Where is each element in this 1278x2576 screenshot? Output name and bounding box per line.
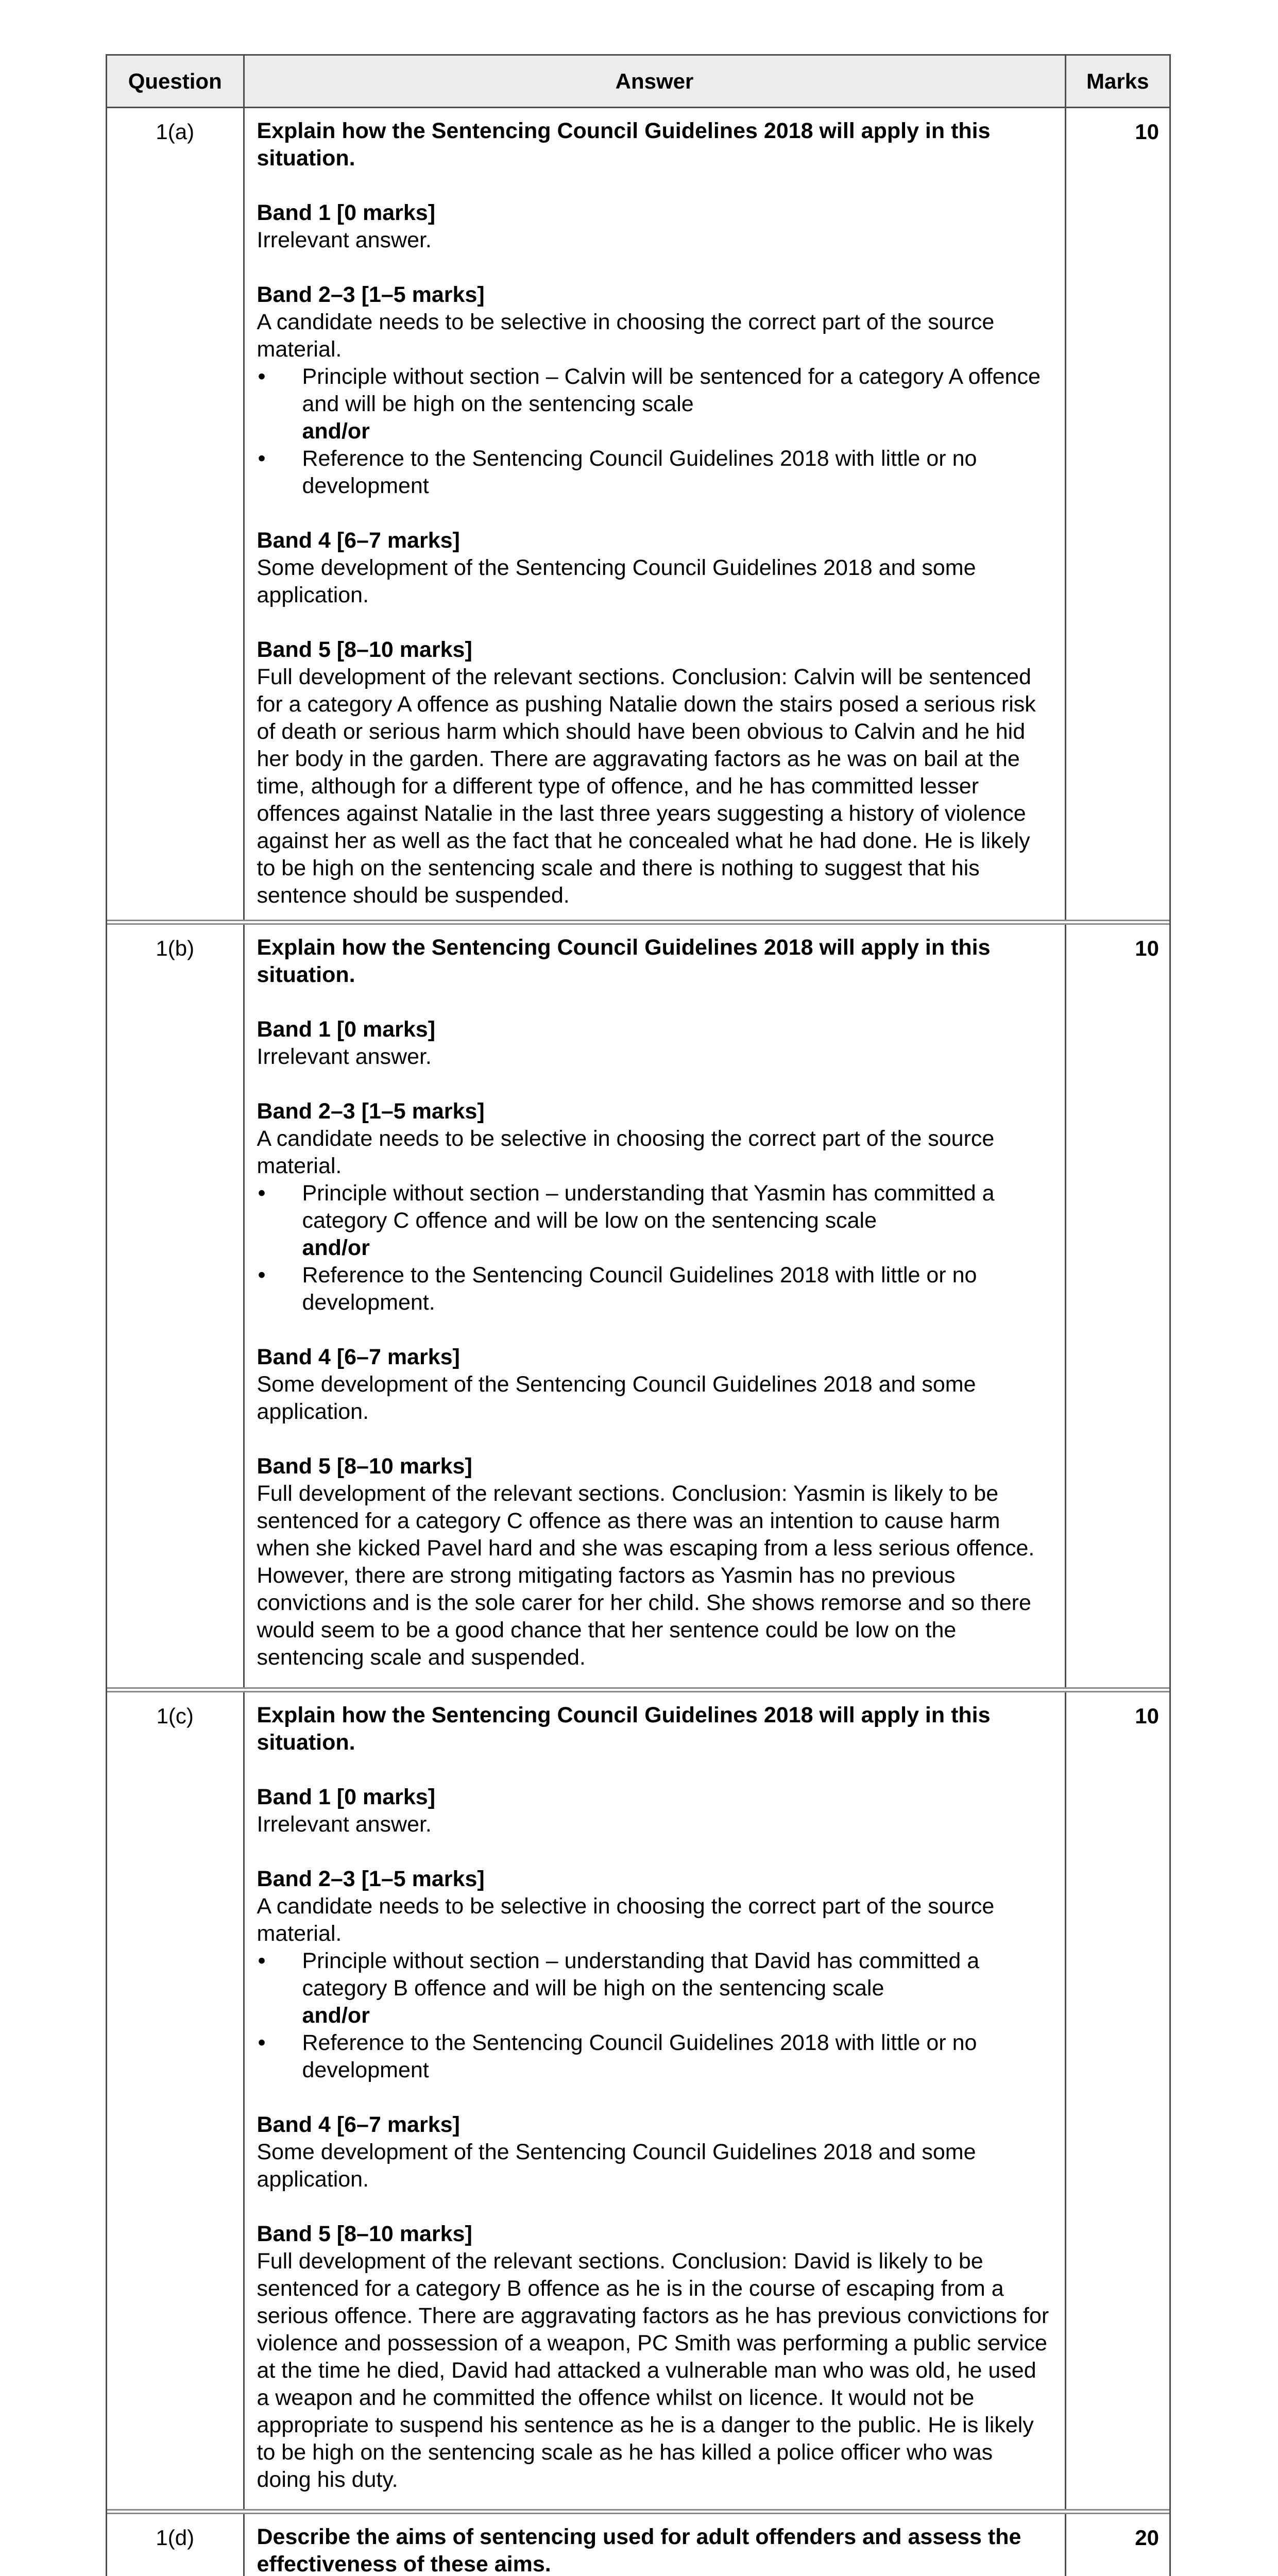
bullet-text: Principle without section – understanding that David has committed a category B offence and will be high on the sentencing scale	[302, 1948, 980, 2001]
and-or-label: and/or	[302, 1235, 370, 1260]
band-text: Irrelevant answer.	[257, 228, 432, 252]
marks-value: 10	[1065, 922, 1169, 1690]
bullet-list	[257, 363, 1052, 500]
question-row-1b	[107, 922, 1169, 1690]
band-5	[257, 636, 1052, 909]
band-5	[257, 2221, 1052, 2494]
question-row-1c	[107, 1690, 1169, 2512]
band-text: Full development of the relevant sections. Conclusion: David is likely to be sentenced for a category B offence as he is in the course of escaping from a serious offence. There are aggravating factors as he has previous convictions for violence and possession of a weapon, PC Smith was performing a public service at the time he died, David had attacked a vulnerable man who was old, he used a weapon and he committed the offence whilst on licence. It would not be appropriate to suspend his sentence as he is a danger to the public. He is likely to be high on the sentencing scale as he has killed a police officer who was doing his duty.	[257, 2249, 1049, 2492]
header-row	[107, 56, 1169, 108]
band-title: Band 2–3 [1–5 marks]	[257, 282, 485, 307]
band-title: Band 1 [0 marks]	[257, 1017, 436, 1042]
band-title: Band 5 [8–10 marks]	[257, 1454, 472, 1479]
bullet-item: • Reference to the Sentencing Council Guidelines 2018 with little or no development	[257, 445, 1052, 500]
band-title: Band 1 [0 marks]	[257, 200, 436, 225]
band-2-3	[257, 1866, 1052, 2084]
band-title: Band 5 [8–10 marks]	[257, 637, 472, 662]
band-title: Band 1 [0 marks]	[257, 1785, 436, 1809]
question-title: Describe the aims of sentencing used for adult offenders and assess the effectiveness of these aims.	[257, 2524, 1021, 2576]
bullet-list	[257, 1180, 1052, 1316]
answer-cell	[244, 922, 1065, 1690]
band-text: Some development of the Sentencing Council Guidelines 2018 and some application.	[257, 1372, 976, 1424]
header-question: Question	[107, 56, 244, 108]
band-text: Full development of the relevant sections. Conclusion: Calvin will be sentenced for a category A offence as pushing Natalie down the stairs posed a serious risk of death or serious harm which should have been obvious to Calvin and he hid her body in the garden. There are aggravating factors as he was on bail at the time, although for a different type of offence, and he has committed lesser offences against Natalie in the last three years suggesting a history of violence against her as well as the fact that he concealed what he had done. He is likely to be high on the sentencing scale and there is nothing to suggest that his sentence should be suspended.	[257, 665, 1036, 908]
question-number: 1(a)	[107, 108, 244, 923]
bullet-item: • Reference to the Sentencing Council Guidelines 2018 with little or no development.	[257, 1262, 1052, 1316]
and-or-label: and/or	[302, 419, 370, 444]
band-text: A candidate needs to be selective in choosing the correct part of the source material.	[257, 1126, 995, 1178]
bullet-item	[257, 363, 1052, 445]
band-2-3	[257, 281, 1052, 500]
bullet-list	[257, 1947, 1052, 2084]
question-number: 1(d)	[107, 2512, 244, 2576]
question-row-1d	[107, 2512, 1169, 2576]
answer-cell	[244, 2512, 1065, 2576]
question-title: Explain how the Sentencing Council Guidelines 2018 will apply in this situation.	[257, 935, 991, 987]
band-text: Irrelevant answer.	[257, 1812, 432, 1837]
marks-value: 10	[1065, 108, 1169, 923]
question-number: 1(b)	[107, 922, 244, 1690]
band-title: Band 5 [8–10 marks]	[257, 2222, 472, 2246]
answer-cell	[244, 1690, 1065, 2512]
band-text: Irrelevant answer.	[257, 1044, 432, 1069]
band-4	[257, 2111, 1052, 2193]
band-4	[257, 1344, 1052, 1426]
mark-scheme-table	[107, 56, 1169, 2576]
band-1	[257, 1016, 1052, 1071]
and-or-label: and/or	[302, 2003, 370, 2028]
question-number: 1(c)	[107, 1690, 244, 2512]
band-text: Full development of the relevant sections. Conclusion: Yasmin is likely to be sentenced for a category C offence as there was an intention to cause harm when she kicked Pavel hard and she was escaping from a less serious offence. However, there are strong mitigating factors as Yasmin has no previous convictions and is the sole carer for her child. She shows remorse and so there would seem to be a good chance that her sentence could be low on the sentencing scale and suspended.	[257, 1481, 1035, 1670]
band-text: Some development of the Sentencing Council Guidelines 2018 and some application.	[257, 2140, 976, 2192]
band-title: Band 2–3 [1–5 marks]	[257, 1099, 485, 1124]
marks-value: 20	[1135, 2526, 1159, 2550]
marks-value: 10	[1065, 1690, 1169, 2512]
bullet-text: Principle without section – understanding that Yasmin has committed a category C offence and will be low on the sentencing scale	[302, 1181, 995, 1233]
bullet-item: • Reference to the Sentencing Council Guidelines 2018 with little or no development	[257, 2029, 1052, 2084]
band-title: Band 4 [6–7 marks]	[257, 528, 460, 553]
band-2-3	[257, 1098, 1052, 1316]
bullet-item	[257, 1947, 1052, 2029]
bullet-text: Principle without section – Calvin will be sentenced for a category A offence and will be high on the sentencing scale	[302, 364, 1041, 416]
band-5	[257, 1453, 1052, 1671]
mark-scheme-table-container	[106, 54, 1171, 2576]
header-answer: Answer	[244, 56, 1065, 108]
band-1	[257, 1784, 1052, 1838]
band-title: Band 2–3 [1–5 marks]	[257, 1867, 485, 1891]
band-title: Band 4 [6–7 marks]	[257, 1345, 460, 1369]
band-text: A candidate needs to be selective in choosing the correct part of the source material.	[257, 310, 995, 362]
band-1	[257, 199, 1052, 254]
question-title: Explain how the Sentencing Council Guidelines 2018 will apply in this situation.	[257, 1703, 991, 1755]
bullet-item	[257, 1180, 1052, 1262]
answer-cell	[244, 108, 1065, 923]
question-row-1a	[107, 108, 1169, 923]
band-text: Some development of the Sentencing Council Guidelines 2018 and some application.	[257, 555, 976, 607]
question-title: Explain how the Sentencing Council Guidelines 2018 will apply in this situation.	[257, 118, 991, 171]
band-4	[257, 527, 1052, 609]
band-title: Band 4 [6–7 marks]	[257, 2112, 460, 2137]
header-marks: Marks	[1065, 56, 1169, 108]
band-text: A candidate needs to be selective in choosing the correct part of the source material.	[257, 1894, 995, 1946]
